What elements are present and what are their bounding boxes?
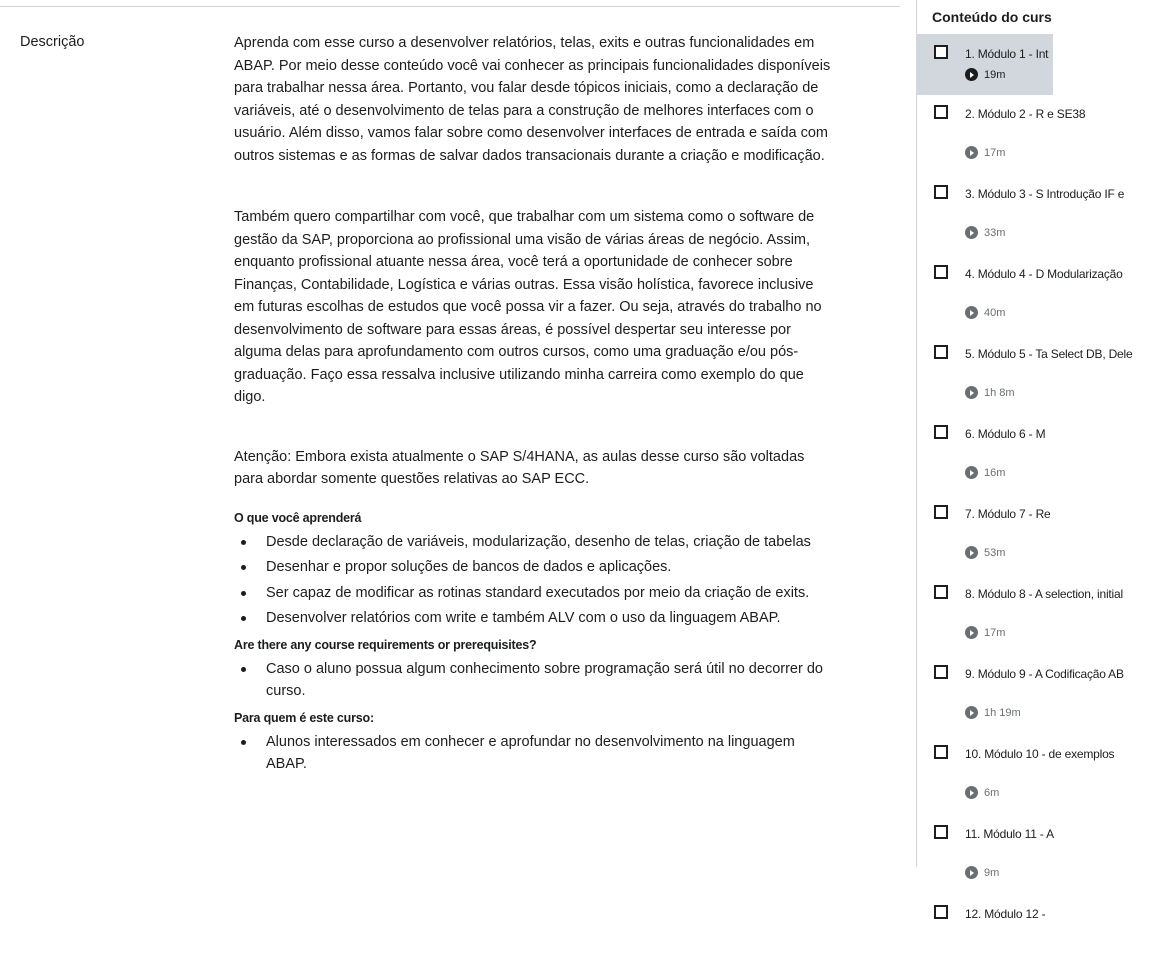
lecture-meta: [965, 626, 1005, 639]
lecture-meta: [965, 68, 1005, 81]
lecture-meta: [965, 146, 1005, 159]
list-item: Alunos interessados em conhecer e aprofundar no desenvolvimento na linguagem ABAP.: [234, 731, 834, 776]
lecture-item[interactable]: [917, 335, 1133, 415]
lecture-meta: [965, 386, 1015, 399]
lecture-duration: 9m: [984, 866, 1000, 879]
play-icon: [965, 786, 978, 799]
lecture-item[interactable]: [917, 655, 1124, 735]
requirements-heading: Are there any course requirements or prerequisites?: [234, 637, 537, 652]
lecture-checkbox[interactable]: [934, 345, 948, 359]
lecture-item[interactable]: [917, 415, 1053, 495]
description-paragraph: Aprenda com esse curso a desenvolver relatórios, telas, exits e outras funcionalidades em ABAP. Por meio desse conteúdo você vai conhecer as principais funcionalidades disponíveis para trabalhar nessa área. Portanto, vou falar desde tópicos iniciais, como a declaração de variáveis, até o desenvolvimento de telas para a construção de melhores interfaces com o usuário. Além disso, vamos falar sobre como desenvolver interfaces de entrada e saída com outros sistemas e as formas de salvar dados transacionais durante a criação e modificação.: [234, 35, 831, 164]
lecture-checkbox[interactable]: [934, 905, 948, 919]
lecture-title: 2. Módulo 2 - R e SE38: [965, 107, 1086, 121]
lecture-title: 9. Módulo 9 - A Codificação AB: [965, 667, 1124, 681]
divider: [0, 6, 900, 7]
lecture-duration: 6m: [984, 786, 1000, 799]
lecture-title: 6. Módulo 6 - M: [965, 427, 1046, 441]
lecture-title: 1. Módulo 1 - Int: [965, 47, 1049, 61]
lecture-item[interactable]: [917, 175, 1125, 255]
lecture-list: [917, 35, 1133, 975]
list-item: Desenvolver relatórios com write e também ALV com o uso da linguagem ABAP.: [234, 607, 834, 630]
lecture-checkbox[interactable]: [934, 45, 948, 59]
play-icon: [965, 626, 978, 639]
play-icon: [965, 866, 978, 879]
lecture-item[interactable]: [917, 895, 1053, 975]
lecture-item[interactable]: [917, 35, 1053, 95]
lecture-checkbox[interactable]: [934, 425, 948, 439]
lecture-meta: [965, 866, 999, 879]
lecture-title: 8. Módulo 8 - A selection, initial: [965, 587, 1123, 601]
description-paragraph: Também quero compartilhar com você, que trabalhar com um sistema como o software de gestão da SAP, proporciona ao profissional uma visão de várias áreas de negócio. Assim, enquanto profissional atuante nessa área, você terá a oportunidade de conhecer sobre Finanças, Contabilidade, Logística e várias outras. Essa visão holística, favorece inclusive em futuras escolhas de estudos que você possa vir a fazer. Ou seja, através do trabalho no desenvolvimento de software para essas áreas, é possível despertar seu interesse por alguma delas para aprofundamento com outros cursos, como uma graduação e/ou pós-graduação. Faço essa ressalva inclusive utilizando minha carreira como exemplo do que digo.: [234, 209, 822, 405]
lecture-title: 11. Módulo 11 - A: [965, 827, 1054, 841]
play-icon: [965, 706, 978, 719]
description-label: Descrição: [20, 34, 85, 50]
learn-list: [234, 531, 834, 630]
play-icon: [965, 146, 978, 159]
sidebar-header: [917, 0, 1053, 35]
list-item: Caso o aluno possua algum conhecimento sobre programação será útil no decorrer do curso.: [234, 658, 834, 703]
lecture-checkbox[interactable]: [934, 265, 948, 279]
lecture-duration: 1h 8m: [984, 386, 1015, 399]
audience-list: [234, 731, 834, 776]
lecture-duration: 19m: [984, 68, 1006, 81]
lecture-meta: [965, 306, 1005, 319]
lecture-item[interactable]: [917, 575, 1123, 655]
lecture-title: 4. Módulo 4 - D Modularização: [965, 267, 1123, 281]
sidebar-title: Conteúdo do curs: [932, 9, 1052, 25]
lecture-duration: 16m: [984, 466, 1006, 479]
lecture-item[interactable]: [917, 735, 1115, 815]
play-icon: [965, 466, 978, 479]
lecture-item[interactable]: [917, 95, 1086, 175]
lecture-meta: [965, 546, 1005, 559]
lecture-meta: [965, 466, 1005, 479]
lecture-title: 5. Módulo 5 - Ta Select DB, Dele: [965, 347, 1133, 361]
lecture-item[interactable]: [917, 255, 1123, 335]
list-item: Ser capaz de modificar as rotinas standard executados por meio da criação de exits.: [234, 582, 834, 605]
lecture-meta: [965, 786, 999, 799]
lecture-duration: 53m: [984, 546, 1006, 559]
play-icon: [965, 546, 978, 559]
lecture-meta: [965, 706, 1021, 719]
lecture-title: 12. Módulo 12 -: [965, 907, 1046, 921]
lecture-title: 7. Módulo 7 - Re: [965, 507, 1051, 521]
lecture-checkbox[interactable]: [934, 665, 948, 679]
lecture-duration: 40m: [984, 306, 1006, 319]
lecture-checkbox[interactable]: [934, 825, 948, 839]
lecture-checkbox[interactable]: [934, 745, 948, 759]
description-content: [234, 32, 834, 784]
learn-heading: O que você aprenderá: [234, 510, 362, 525]
lecture-title: 10. Módulo 10 - de exemplos: [965, 747, 1115, 761]
lecture-duration: 17m: [984, 626, 1006, 639]
play-icon: [965, 306, 978, 319]
lecture-checkbox[interactable]: [934, 585, 948, 599]
lecture-duration: 33m: [984, 226, 1006, 239]
lecture-checkbox[interactable]: [934, 105, 948, 119]
lecture-item[interactable]: [917, 815, 1053, 895]
lecture-duration: 17m: [984, 146, 1006, 159]
list-item: Desde declaração de variáveis, modularização, desenho de telas, criação de tabelas: [234, 531, 834, 554]
lecture-duration: 1h 19m: [984, 706, 1021, 719]
lecture-checkbox[interactable]: [934, 505, 948, 519]
play-icon: [965, 226, 978, 239]
lecture-title: 3. Módulo 3 - S Introdução IF e: [965, 187, 1125, 201]
play-icon: [965, 386, 978, 399]
lecture-meta: [965, 226, 1005, 239]
requirements-list: [234, 658, 834, 703]
play-icon: [965, 68, 978, 81]
attention-paragraph: Atenção: Embora exista atualmente o SAP S/4HANA, as aulas desse curso são voltadas para abordar somente questões relativas ao SAP ECC.: [234, 448, 805, 487]
lecture-checkbox[interactable]: [934, 185, 948, 199]
list-item: Desenhar e propor soluções de bancos de dados e aplicações.: [234, 556, 834, 579]
audience-heading: Para quem é este curso:: [234, 710, 374, 725]
lecture-item[interactable]: [917, 495, 1053, 575]
course-content-sidebar: [916, 0, 1133, 921]
